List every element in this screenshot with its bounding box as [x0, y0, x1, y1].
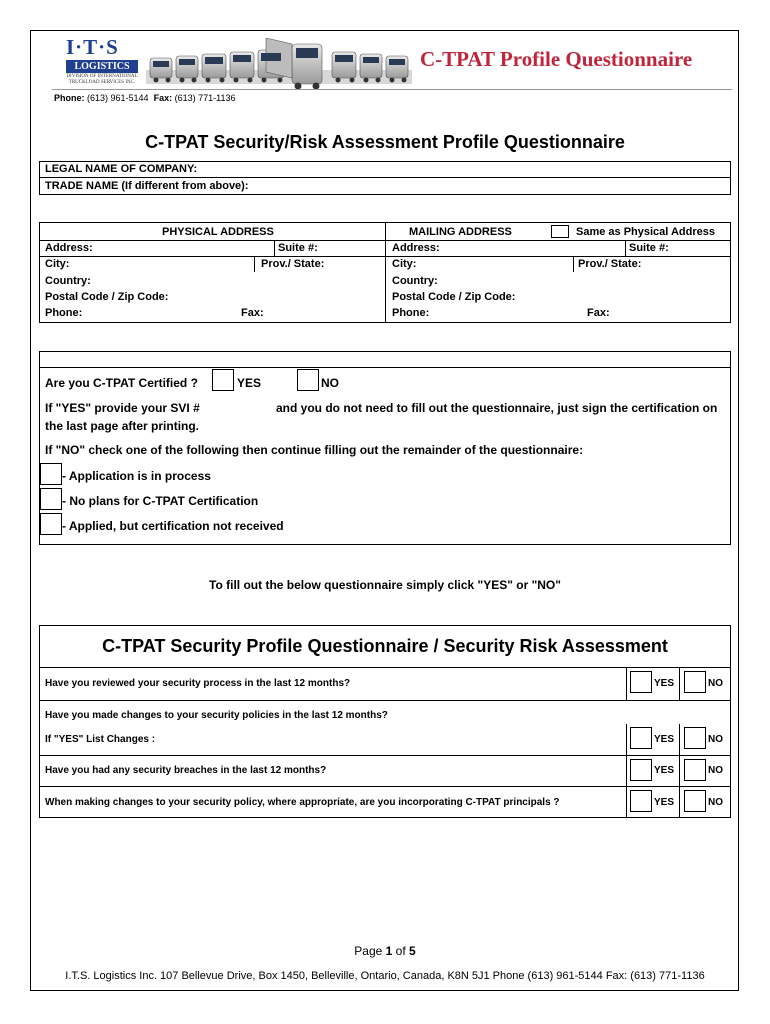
- mailing-address-label: Address:: [392, 242, 440, 254]
- option-in-process-checkbox[interactable]: [40, 463, 62, 485]
- logo-its-text: I·T·S: [66, 35, 119, 59]
- q2-no-label: NO: [708, 734, 723, 745]
- option-in-process-label: - Application is in process: [62, 469, 211, 483]
- mailing-phone-label: Phone:: [392, 307, 430, 319]
- header-title: C-TPAT Profile Questionnaire: [420, 47, 693, 71]
- mailing-city-label: City:: [392, 258, 417, 270]
- mailing-prov-divider: [573, 256, 574, 272]
- mailing-prov-label: Prov./ State:: [578, 258, 642, 270]
- svi-instruction: If "YES" provide your SVI #: [45, 401, 200, 415]
- same-as-physical-checkbox[interactable]: [551, 225, 569, 238]
- fax-value: (613) 771-1136: [174, 93, 236, 103]
- q4-yes-label: YES: [654, 797, 675, 808]
- option-applied-label: - Applied, but certification not received: [62, 519, 284, 533]
- mailing-country-label: Country:: [392, 275, 438, 287]
- q2-divider: [39, 755, 731, 756]
- svi-instruction-line2: the last page after printing.: [45, 419, 200, 433]
- page-number: [0, 944, 770, 958]
- its-logo: [66, 35, 140, 91]
- questionnaire-instruction: To fill out the below questionnaire simply click "YES" or "NO": [209, 578, 561, 592]
- physical-prov-label: Prov./ State:: [261, 258, 325, 270]
- mailing-address-heading: MAILING ADDRESS: [409, 226, 512, 238]
- q1-no-checkbox[interactable]: [684, 671, 706, 693]
- q4-yes-checkbox[interactable]: [630, 790, 652, 812]
- q2-no-checkbox[interactable]: [684, 727, 706, 749]
- physical-suite-divider: [274, 240, 275, 256]
- certified-question: Are you C-TPAT Certified ?: [45, 376, 198, 390]
- q3-yes-label: YES: [654, 765, 675, 776]
- page-of: of: [392, 944, 410, 958]
- answers-column-divider-2: [679, 724, 680, 818]
- mailing-suite-label: Suite #:: [629, 242, 669, 254]
- logo-division-text: DIVISION OF INTERNATIONAL TRUCKLOAD SERVICES INC.: [66, 74, 138, 85]
- header-contact: [54, 93, 236, 103]
- q4-no-label: NO: [708, 797, 723, 808]
- mailing-suite-divider: [625, 240, 626, 256]
- physical-address-heading: PHYSICAL ADDRESS: [162, 226, 274, 238]
- physical-country-label: Country:: [45, 275, 91, 287]
- q3-yes-checkbox[interactable]: [630, 759, 652, 781]
- physical-prov-divider: [254, 256, 255, 272]
- q2-yes-checkbox[interactable]: [630, 727, 652, 749]
- page-prefix: Page: [354, 944, 386, 958]
- footer-address: I.T.S. Logistics Inc. 107 Bellevue Drive, Box 1450, Belleville, Ontario, Canada, K8N 5J1 Phone (613) 961-5144 Fax: (613) 771-1136: [65, 970, 705, 982]
- physical-phone-label: Phone:: [45, 307, 83, 319]
- q1-divider: [39, 700, 731, 701]
- address-header-divider: [39, 240, 731, 241]
- mailing-fax-label: Fax:: [587, 307, 610, 319]
- q1-text: Have you reviewed your security process in the last 12 months?: [45, 678, 351, 689]
- q2-yes-label: YES: [654, 734, 675, 745]
- q2-text: Have you made changes to your security policies in the last 12 months?: [45, 710, 388, 721]
- q2-followup-text: If "YES" List Changes :: [45, 734, 156, 745]
- page-current: 1: [385, 944, 393, 958]
- q4-text: When making changes to your security policy, where appropriate, are you incorporating C-TPAT principals ?: [45, 797, 560, 808]
- q1-yes-checkbox[interactable]: [630, 671, 652, 693]
- physical-fax-label: Fax:: [241, 307, 264, 319]
- phone-value: (613) 961-5144: [87, 93, 149, 103]
- q1-yes-label: YES: [654, 678, 675, 689]
- header-divider: [52, 89, 732, 90]
- option-applied-checkbox[interactable]: [40, 513, 62, 535]
- q1-answer-divider: [626, 667, 627, 700]
- document-title: C-TPAT Security/Risk Assessment Profile Questionnaire: [145, 132, 625, 152]
- mailing-postal-label: Postal Code / Zip Code:: [392, 291, 516, 303]
- fax-label: Fax:: [153, 93, 173, 103]
- physical-address-label: Address:: [45, 242, 93, 254]
- q3-text: Have you had any security breaches in the last 12 months?: [45, 765, 327, 776]
- certified-no-label: NO: [321, 376, 339, 390]
- q4-no-checkbox[interactable]: [684, 790, 706, 812]
- no-instruction: If "NO" check one of the following then continue filling out the remainder of the questionnaire:: [45, 443, 584, 457]
- questionnaire-title: C-TPAT Security Profile Questionnaire / Security Risk Assessment: [102, 636, 668, 656]
- address-row-divider: [39, 256, 731, 257]
- physical-city-label: City:: [45, 258, 70, 270]
- truck-fleet-image: [146, 38, 412, 94]
- phone-label: Phone:: [54, 93, 85, 103]
- certified-no-checkbox[interactable]: [297, 369, 319, 391]
- trade-name-label: TRADE NAME (If different from above):: [45, 180, 249, 192]
- certified-yes-label: YES: [237, 376, 262, 390]
- option-no-plans-label: - No plans for C-TPAT Certification: [62, 494, 259, 508]
- svi-instruction-continued: and you do not need to fill out the questionnaire, just sign the certification on: [276, 401, 718, 415]
- company-divider: [39, 177, 731, 178]
- same-as-physical-label: Same as Physical Address: [576, 226, 716, 238]
- certified-yes-checkbox[interactable]: [212, 369, 234, 391]
- certification-top-divider: [39, 367, 731, 368]
- q3-no-label: NO: [708, 765, 723, 776]
- physical-suite-label: Suite #:: [278, 242, 318, 254]
- logo-logistics-text: LOGISTICS: [66, 60, 138, 73]
- answers-column-divider: [626, 724, 627, 818]
- q3-no-checkbox[interactable]: [684, 759, 706, 781]
- option-no-plans-checkbox[interactable]: [40, 488, 62, 510]
- page-total: 5: [409, 944, 416, 958]
- q3-divider: [39, 786, 731, 787]
- legal-name-label: LEGAL NAME OF COMPANY:: [45, 163, 198, 175]
- questionnaire-title-divider: [39, 667, 731, 668]
- q1-no-label: NO: [708, 678, 723, 689]
- q1-answer-divider-2: [679, 667, 680, 700]
- physical-postal-label: Postal Code / Zip Code:: [45, 291, 169, 303]
- address-column-divider: [385, 222, 386, 323]
